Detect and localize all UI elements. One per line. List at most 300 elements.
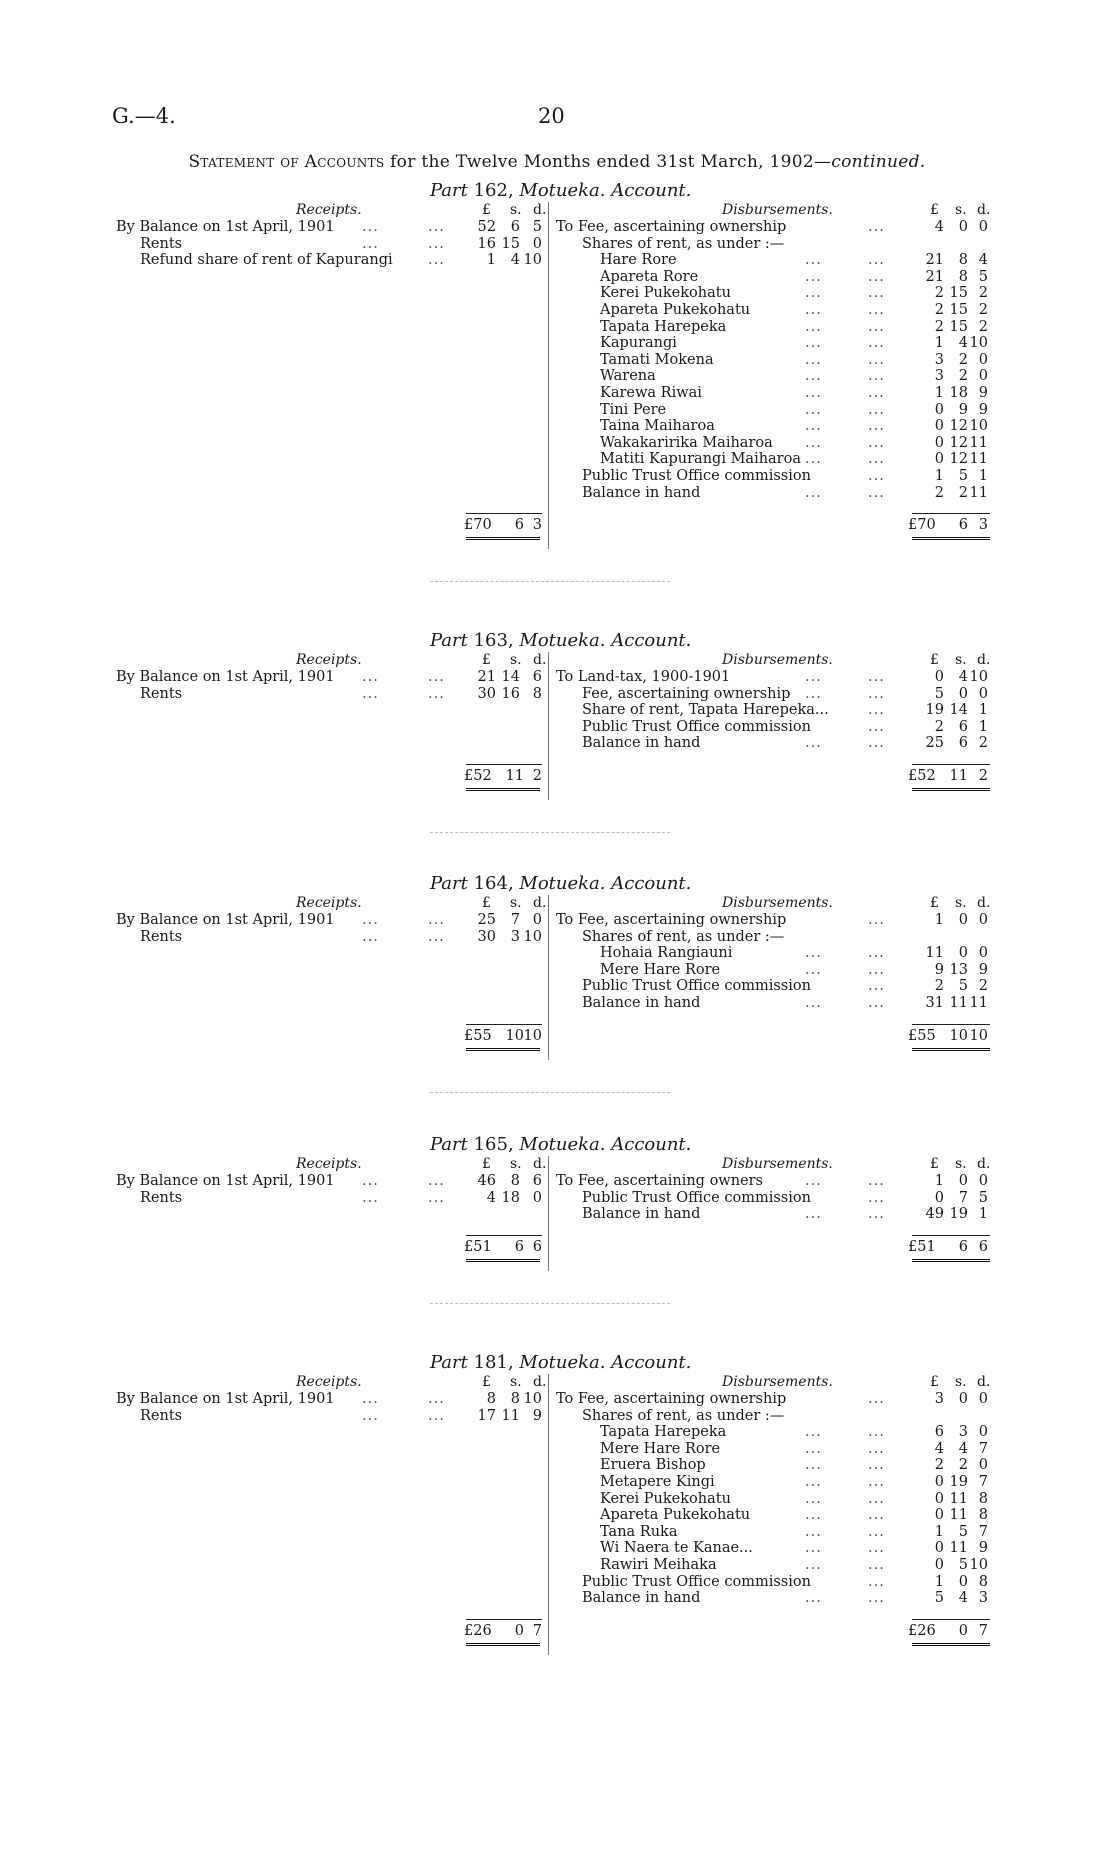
account-name: Motueka. Account. xyxy=(519,1134,692,1155)
disbursements-double-rule xyxy=(912,1048,990,1051)
pounds-value: £52 xyxy=(464,768,492,784)
pence-head-right: d. xyxy=(977,652,991,668)
pounds-value: £55 xyxy=(908,1027,936,1044)
leader-dots: ... xyxy=(362,928,379,945)
pence-value: 10 xyxy=(969,1027,988,1044)
disbursement-label: Karewa Riwai xyxy=(600,385,702,401)
shilling-head: s. xyxy=(510,895,522,911)
pounds-value: 3 xyxy=(934,1391,944,1407)
pence-value: 10 xyxy=(523,252,542,269)
disbursement-row xyxy=(0,1590,1114,1607)
shillings-value: 2 xyxy=(958,484,968,501)
pounds-value: 0 xyxy=(934,434,944,451)
leader-dots: ... xyxy=(868,995,885,1011)
pounds-value: 3 xyxy=(934,368,944,385)
section-title xyxy=(430,873,691,894)
disbursements-heading: Disbursements. xyxy=(722,1374,833,1390)
leader-dots: ... xyxy=(868,418,885,435)
leader-dots: ... xyxy=(805,669,822,685)
pence-value: 4 xyxy=(978,252,988,269)
leader-dots: ... xyxy=(868,735,885,752)
pounds-value: 0 xyxy=(934,451,944,468)
leader-dots: ... xyxy=(805,961,822,978)
receipts-heading: Receipts. xyxy=(296,652,362,668)
disbursements-heading: Disbursements. xyxy=(722,895,833,911)
pounds-value: 16 xyxy=(477,235,496,252)
pounds-value: 2 xyxy=(934,978,944,995)
pound-head-right: £ xyxy=(930,652,939,668)
pounds-value: 30 xyxy=(477,928,496,945)
shillings-value: 2 xyxy=(958,1457,968,1474)
account-name: Motueka. Account. xyxy=(519,180,692,201)
disbursement-row xyxy=(0,352,1114,369)
pounds-value: 30 xyxy=(477,685,496,702)
leader-dots: ... xyxy=(362,1407,379,1424)
shillings-value: 4 xyxy=(510,252,520,269)
document-reference: G.—4. xyxy=(112,104,176,128)
shillings-value: 8 xyxy=(510,1391,520,1407)
shillings-value: 5 xyxy=(958,468,968,484)
leader-dots: ... xyxy=(805,945,822,962)
disbursement-label: Wi Naera te Kanae... xyxy=(600,1540,753,1557)
leader-dots: ... xyxy=(428,235,445,252)
disbursement-label: Balance in hand xyxy=(582,484,701,501)
pence-value: 0 xyxy=(978,945,988,962)
pounds-value: 1 xyxy=(934,1523,944,1540)
disbursement-label: Metapere Kingi xyxy=(600,1474,715,1490)
pounds-value: 19 xyxy=(925,702,944,719)
section-separator xyxy=(430,832,670,833)
leader-dots: ... xyxy=(805,1440,822,1457)
leader-dots: ... xyxy=(868,302,885,318)
receipt-label: By Balance on 1st April, 1901 xyxy=(116,669,335,685)
disbursement-row xyxy=(0,219,1114,236)
pounds-value: 0 xyxy=(934,1507,944,1524)
leader-dots: ... xyxy=(805,685,822,702)
pound-head-right: £ xyxy=(930,1156,939,1172)
disbursement-label: Shares of rent, as under :— xyxy=(582,928,785,945)
receipts-double-rule xyxy=(466,1259,540,1262)
receipts-double-rule xyxy=(466,1643,540,1646)
shillings-value: 13 xyxy=(949,961,968,978)
receipt-label: Refund share of rent of Kapurangi xyxy=(140,252,393,269)
disbursements-rule xyxy=(912,1024,990,1025)
pence-value: 0 xyxy=(978,1457,988,1474)
pounds-value: 21 xyxy=(477,669,496,685)
leader-dots: ... xyxy=(868,685,885,702)
shillings-value: 6 xyxy=(958,735,968,752)
pence-head-right: d. xyxy=(977,1156,991,1172)
disbursement-label: Mere Hare Rore xyxy=(600,961,721,978)
shilling-head: s. xyxy=(510,1156,522,1172)
pence-value: 0 xyxy=(978,368,988,385)
shillings-value: 15 xyxy=(949,302,968,318)
shillings-value: 6 xyxy=(958,517,968,534)
disbursement-row xyxy=(0,435,1114,452)
title-suffix: —continued. xyxy=(813,152,926,172)
pounds-value: £55 xyxy=(464,1027,492,1044)
shillings-value: 9 xyxy=(958,401,968,418)
pence-value: 0 xyxy=(978,1424,988,1441)
column-divider xyxy=(548,652,549,800)
leader-dots: ... xyxy=(805,401,822,418)
shillings-value: 11 xyxy=(501,1407,520,1424)
leader-dots: ... xyxy=(868,978,885,995)
leader-dots: ... xyxy=(362,1391,379,1407)
leader-dots: ... xyxy=(805,335,822,352)
disbursement-label: Public Trust Office commission xyxy=(582,1189,811,1206)
disbursement-label: Kapurangi xyxy=(600,335,677,352)
leader-dots: ... xyxy=(868,318,885,335)
pounds-value: 0 xyxy=(934,418,944,435)
part-word: Part xyxy=(430,180,468,201)
pounds-value: 5 xyxy=(934,685,944,702)
pounds-value: 8 xyxy=(486,1391,496,1407)
disbursement-row xyxy=(0,945,1114,962)
section-title xyxy=(430,1352,691,1373)
shilling-head: s. xyxy=(510,652,522,668)
disbursement-row xyxy=(0,1441,1114,1458)
shillings-value: 0 xyxy=(958,1391,968,1407)
disbursements-heading: Disbursements. xyxy=(722,1156,833,1172)
pence-value: 0 xyxy=(532,912,542,928)
pence-value: 5 xyxy=(532,219,542,235)
leader-dots: ... xyxy=(362,685,379,702)
disbursement-row xyxy=(0,1424,1114,1441)
disbursement-label: Tana Ruka xyxy=(600,1523,678,1540)
disbursement-label: Public Trust Office commission xyxy=(582,1573,811,1590)
disbursement-row xyxy=(0,912,1114,929)
disbursement-row xyxy=(0,252,1114,269)
shillings-value: 5 xyxy=(958,978,968,995)
pence-value: 6 xyxy=(532,669,542,685)
shillings-value: 3 xyxy=(510,928,520,945)
leader-dots: ... xyxy=(868,451,885,468)
disbursement-label: To Fee, ascertaining ownership xyxy=(556,912,787,928)
pounds-value: 0 xyxy=(934,1557,944,1573)
disbursement-label: Hohaia Rangiauni xyxy=(600,945,733,962)
pence-value: 1 xyxy=(978,702,988,719)
disbursement-label: Matiti Kapurangi Maiharoa xyxy=(600,451,801,468)
pence-value: 3 xyxy=(532,517,542,534)
shillings-value: 4 xyxy=(958,1440,968,1457)
leader-dots: ... xyxy=(868,1189,885,1206)
disbursement-row xyxy=(0,302,1114,319)
pence-value: 0 xyxy=(978,1173,988,1189)
pence-value: 6 xyxy=(532,1238,542,1255)
leader-dots: ... xyxy=(868,1540,885,1557)
pence-value: 1 xyxy=(978,1206,988,1223)
leader-dots: ... xyxy=(362,1189,379,1206)
pounds-value: £70 xyxy=(908,517,936,534)
disbursement-label: Share of rent, Tapata Harepeka... xyxy=(582,702,829,719)
leader-dots: ... xyxy=(805,318,822,335)
pence-value: 9 xyxy=(532,1407,542,1424)
leader-dots: ... xyxy=(362,669,379,685)
pounds-value: £26 xyxy=(464,1622,492,1639)
pounds-value: £70 xyxy=(464,517,492,534)
shillings-value: 6 xyxy=(958,718,968,735)
pound-head: £ xyxy=(482,895,491,911)
disbursements-rule xyxy=(912,1619,990,1620)
leader-dots: ... xyxy=(868,1557,885,1573)
disbursement-row xyxy=(0,385,1114,402)
pence-value: 11 xyxy=(969,995,988,1011)
part-word: Part xyxy=(430,873,468,894)
leader-dots: ... xyxy=(362,235,379,252)
receipts-heading: Receipts. xyxy=(296,895,362,911)
leader-dots: ... xyxy=(428,685,445,702)
leader-dots: ... xyxy=(868,702,885,719)
receipt-label: Rents xyxy=(140,1407,183,1424)
leader-dots: ... xyxy=(805,368,822,385)
shillings-value: 12 xyxy=(949,434,968,451)
disbursement-row xyxy=(0,686,1114,703)
account-name: Motueka. Account. xyxy=(519,1352,692,1373)
leader-dots: ... xyxy=(868,1440,885,1457)
disbursement-row xyxy=(0,335,1114,352)
disbursement-row xyxy=(0,285,1114,302)
leader-dots: ... xyxy=(362,219,379,235)
shilling-head: s. xyxy=(510,1374,522,1390)
disbursement-row xyxy=(0,1391,1114,1408)
pounds-value: 2 xyxy=(934,484,944,501)
shillings-value: 15 xyxy=(501,235,520,252)
disbursement-label: Tini Pere xyxy=(600,401,667,418)
disbursement-row xyxy=(0,402,1114,419)
shillings-value: 6 xyxy=(510,219,520,235)
leader-dots: ... xyxy=(868,351,885,368)
pence-value: 8 xyxy=(978,1490,988,1507)
receipts-heading: Receipts. xyxy=(296,202,362,218)
pounds-value: 1 xyxy=(486,252,496,269)
disbursement-row xyxy=(0,319,1114,336)
leader-dots: ... xyxy=(805,268,822,285)
pence-value: 2 xyxy=(978,735,988,752)
shillings-value: 10 xyxy=(505,1027,524,1044)
disbursement-row xyxy=(0,719,1114,736)
pounds-value: 46 xyxy=(477,1173,496,1189)
shillings-value: 6 xyxy=(958,1238,968,1255)
receipt-label: By Balance on 1st April, 1901 xyxy=(116,1173,335,1189)
pounds-value: 4 xyxy=(486,1189,496,1206)
pounds-value: 31 xyxy=(925,995,944,1011)
shillings-value: 0 xyxy=(958,1573,968,1590)
pounds-value: 0 xyxy=(934,669,944,685)
disbursement-label: Tamati Mokena xyxy=(600,351,714,368)
pence-value: 2 xyxy=(978,318,988,335)
shillings-value: 14 xyxy=(501,669,520,685)
pence-value: 11 xyxy=(969,451,988,468)
pence-value: 2 xyxy=(978,302,988,318)
disbursements-double-rule xyxy=(912,788,990,791)
leader-dots: ... xyxy=(805,1523,822,1540)
pounds-value: 4 xyxy=(934,1440,944,1457)
disbursement-row xyxy=(0,995,1114,1012)
disbursement-row xyxy=(0,1173,1114,1190)
shillings-value: 19 xyxy=(949,1474,968,1490)
pence-value: 10 xyxy=(523,928,542,945)
leader-dots: ... xyxy=(868,1523,885,1540)
account-section xyxy=(0,180,1114,600)
part-number: 181, xyxy=(467,1352,520,1373)
shillings-value: 18 xyxy=(949,385,968,401)
pence-value: 9 xyxy=(978,385,988,401)
account-section xyxy=(0,1352,1114,1772)
pence-value: 7 xyxy=(978,1440,988,1457)
disbursement-row xyxy=(0,236,1114,253)
leader-dots: ... xyxy=(805,484,822,501)
pound-head-right: £ xyxy=(930,895,939,911)
disbursement-label: Hare Rore xyxy=(600,252,677,269)
pence-value: 9 xyxy=(978,961,988,978)
leader-dots: ... xyxy=(868,961,885,978)
leader-dots: ... xyxy=(868,1173,885,1189)
leader-dots: ... xyxy=(805,1474,822,1490)
disbursements-double-rule xyxy=(912,1259,990,1262)
shillings-value: 2 xyxy=(958,368,968,385)
pounds-value: 21 xyxy=(925,252,944,269)
pence-value: 10 xyxy=(523,1027,542,1044)
pounds-value: 5 xyxy=(934,1590,944,1607)
leader-dots: ... xyxy=(868,669,885,685)
pounds-value: 25 xyxy=(925,735,944,752)
pounds-value: £51 xyxy=(908,1238,936,1255)
pence-value: 10 xyxy=(969,669,988,685)
leader-dots: ... xyxy=(362,912,379,928)
leader-dots: ... xyxy=(805,1540,822,1557)
receipts-rule xyxy=(466,1235,542,1236)
pence-head: d. xyxy=(533,1156,547,1172)
shillings-value: 5 xyxy=(958,1557,968,1573)
disbursement-label: Public Trust Office commission xyxy=(582,468,811,484)
leader-dots: ... xyxy=(428,928,445,945)
leader-dots: ... xyxy=(868,1573,885,1590)
part-word: Part xyxy=(430,630,468,651)
shillings-value: 8 xyxy=(958,252,968,269)
leader-dots: ... xyxy=(428,912,445,928)
shilling-head-right: s. xyxy=(955,1374,967,1390)
pence-value: 7 xyxy=(978,1474,988,1490)
leader-dots: ... xyxy=(805,252,822,269)
pounds-value: 4 xyxy=(934,219,944,235)
disbursement-row xyxy=(0,978,1114,995)
title-main: Statement of Accounts xyxy=(188,152,385,172)
pence-value: 7 xyxy=(978,1622,988,1639)
pound-head: £ xyxy=(482,1156,491,1172)
receipt-label: By Balance on 1st April, 1901 xyxy=(116,219,335,235)
pence-value: 10 xyxy=(969,335,988,352)
shillings-value: 0 xyxy=(958,1173,968,1189)
shilling-head-right: s. xyxy=(955,1156,967,1172)
leader-dots: ... xyxy=(805,735,822,752)
disbursement-row xyxy=(0,1206,1114,1223)
leader-dots: ... xyxy=(868,912,885,928)
leader-dots: ... xyxy=(805,302,822,318)
section-title xyxy=(430,1134,691,1155)
disbursement-label: To Fee, ascertaining ownership xyxy=(556,1391,787,1407)
disbursement-row xyxy=(0,962,1114,979)
pounds-value: £52 xyxy=(908,768,936,784)
shillings-value: 18 xyxy=(501,1189,520,1206)
column-divider xyxy=(548,1156,549,1271)
pounds-value: 2 xyxy=(934,318,944,335)
pence-value: 1 xyxy=(978,718,988,735)
leader-dots: ... xyxy=(868,252,885,269)
pounds-value: 1 xyxy=(934,468,944,484)
shillings-value: 12 xyxy=(949,451,968,468)
pounds-value: 11 xyxy=(925,945,944,962)
receipts-rule xyxy=(466,1619,542,1620)
shillings-value: 4 xyxy=(958,669,968,685)
disbursement-label: Apareta Pukekohatu xyxy=(600,302,751,318)
shillings-value: 10 xyxy=(949,1027,968,1044)
section-separator xyxy=(430,581,670,582)
shillings-value: 11 xyxy=(949,1540,968,1557)
pounds-value: 6 xyxy=(934,1424,944,1441)
leader-dots: ... xyxy=(428,1391,445,1407)
disbursement-label: To Fee, ascertaining ownership xyxy=(556,219,787,235)
leader-dots: ... xyxy=(868,1206,885,1223)
disbursement-row xyxy=(0,1408,1114,1425)
shillings-value: 11 xyxy=(949,768,968,784)
disbursement-label: Eruera Bishop xyxy=(600,1457,706,1474)
pounds-value: 0 xyxy=(934,1540,944,1557)
disbursement-label: Fee, ascertaining ownership xyxy=(582,685,791,702)
leader-dots: ... xyxy=(805,1490,822,1507)
leader-dots: ... xyxy=(805,1457,822,1474)
leader-dots: ... xyxy=(805,1206,822,1223)
receipt-label: Rents xyxy=(140,235,183,252)
shillings-value: 7 xyxy=(510,912,520,928)
leader-dots: ... xyxy=(868,1507,885,1524)
account-name: Motueka. Account. xyxy=(519,873,692,894)
disbursement-row xyxy=(0,418,1114,435)
pounds-value: 2 xyxy=(934,1457,944,1474)
pence-value: 9 xyxy=(978,401,988,418)
disbursement-row xyxy=(0,929,1114,946)
disbursement-label: Warena xyxy=(600,368,656,385)
receipts-heading: Receipts. xyxy=(296,1156,362,1172)
leader-dots: ... xyxy=(805,451,822,468)
pounds-value: 2 xyxy=(934,302,944,318)
disbursement-row xyxy=(0,1540,1114,1557)
leader-dots: ... xyxy=(805,995,822,1011)
leader-dots: ... xyxy=(868,285,885,302)
disbursement-row xyxy=(0,1507,1114,1524)
disbursement-label: Kerei Pukekohatu xyxy=(600,285,731,302)
pounds-value: 2 xyxy=(934,718,944,735)
receipts-double-rule xyxy=(466,1048,540,1051)
leader-dots: ... xyxy=(805,1173,822,1189)
shillings-value: 16 xyxy=(501,685,520,702)
pence-value: 7 xyxy=(978,1523,988,1540)
shillings-value: 2 xyxy=(958,351,968,368)
disbursement-row xyxy=(0,1474,1114,1491)
disbursement-label: Mere Hare Rore xyxy=(600,1440,721,1457)
leader-dots: ... xyxy=(428,1189,445,1206)
shillings-value: 0 xyxy=(958,1622,968,1639)
pence-value: 2 xyxy=(978,978,988,995)
leader-dots: ... xyxy=(428,1407,445,1424)
disbursement-row xyxy=(0,451,1114,468)
pounds-value: 1 xyxy=(934,912,944,928)
pounds-value: 1 xyxy=(934,335,944,352)
pounds-value: £26 xyxy=(908,1622,936,1639)
pounds-value: 0 xyxy=(934,1490,944,1507)
pence-value: 2 xyxy=(978,285,988,302)
disbursement-label: Public Trust Office commission xyxy=(582,718,811,735)
